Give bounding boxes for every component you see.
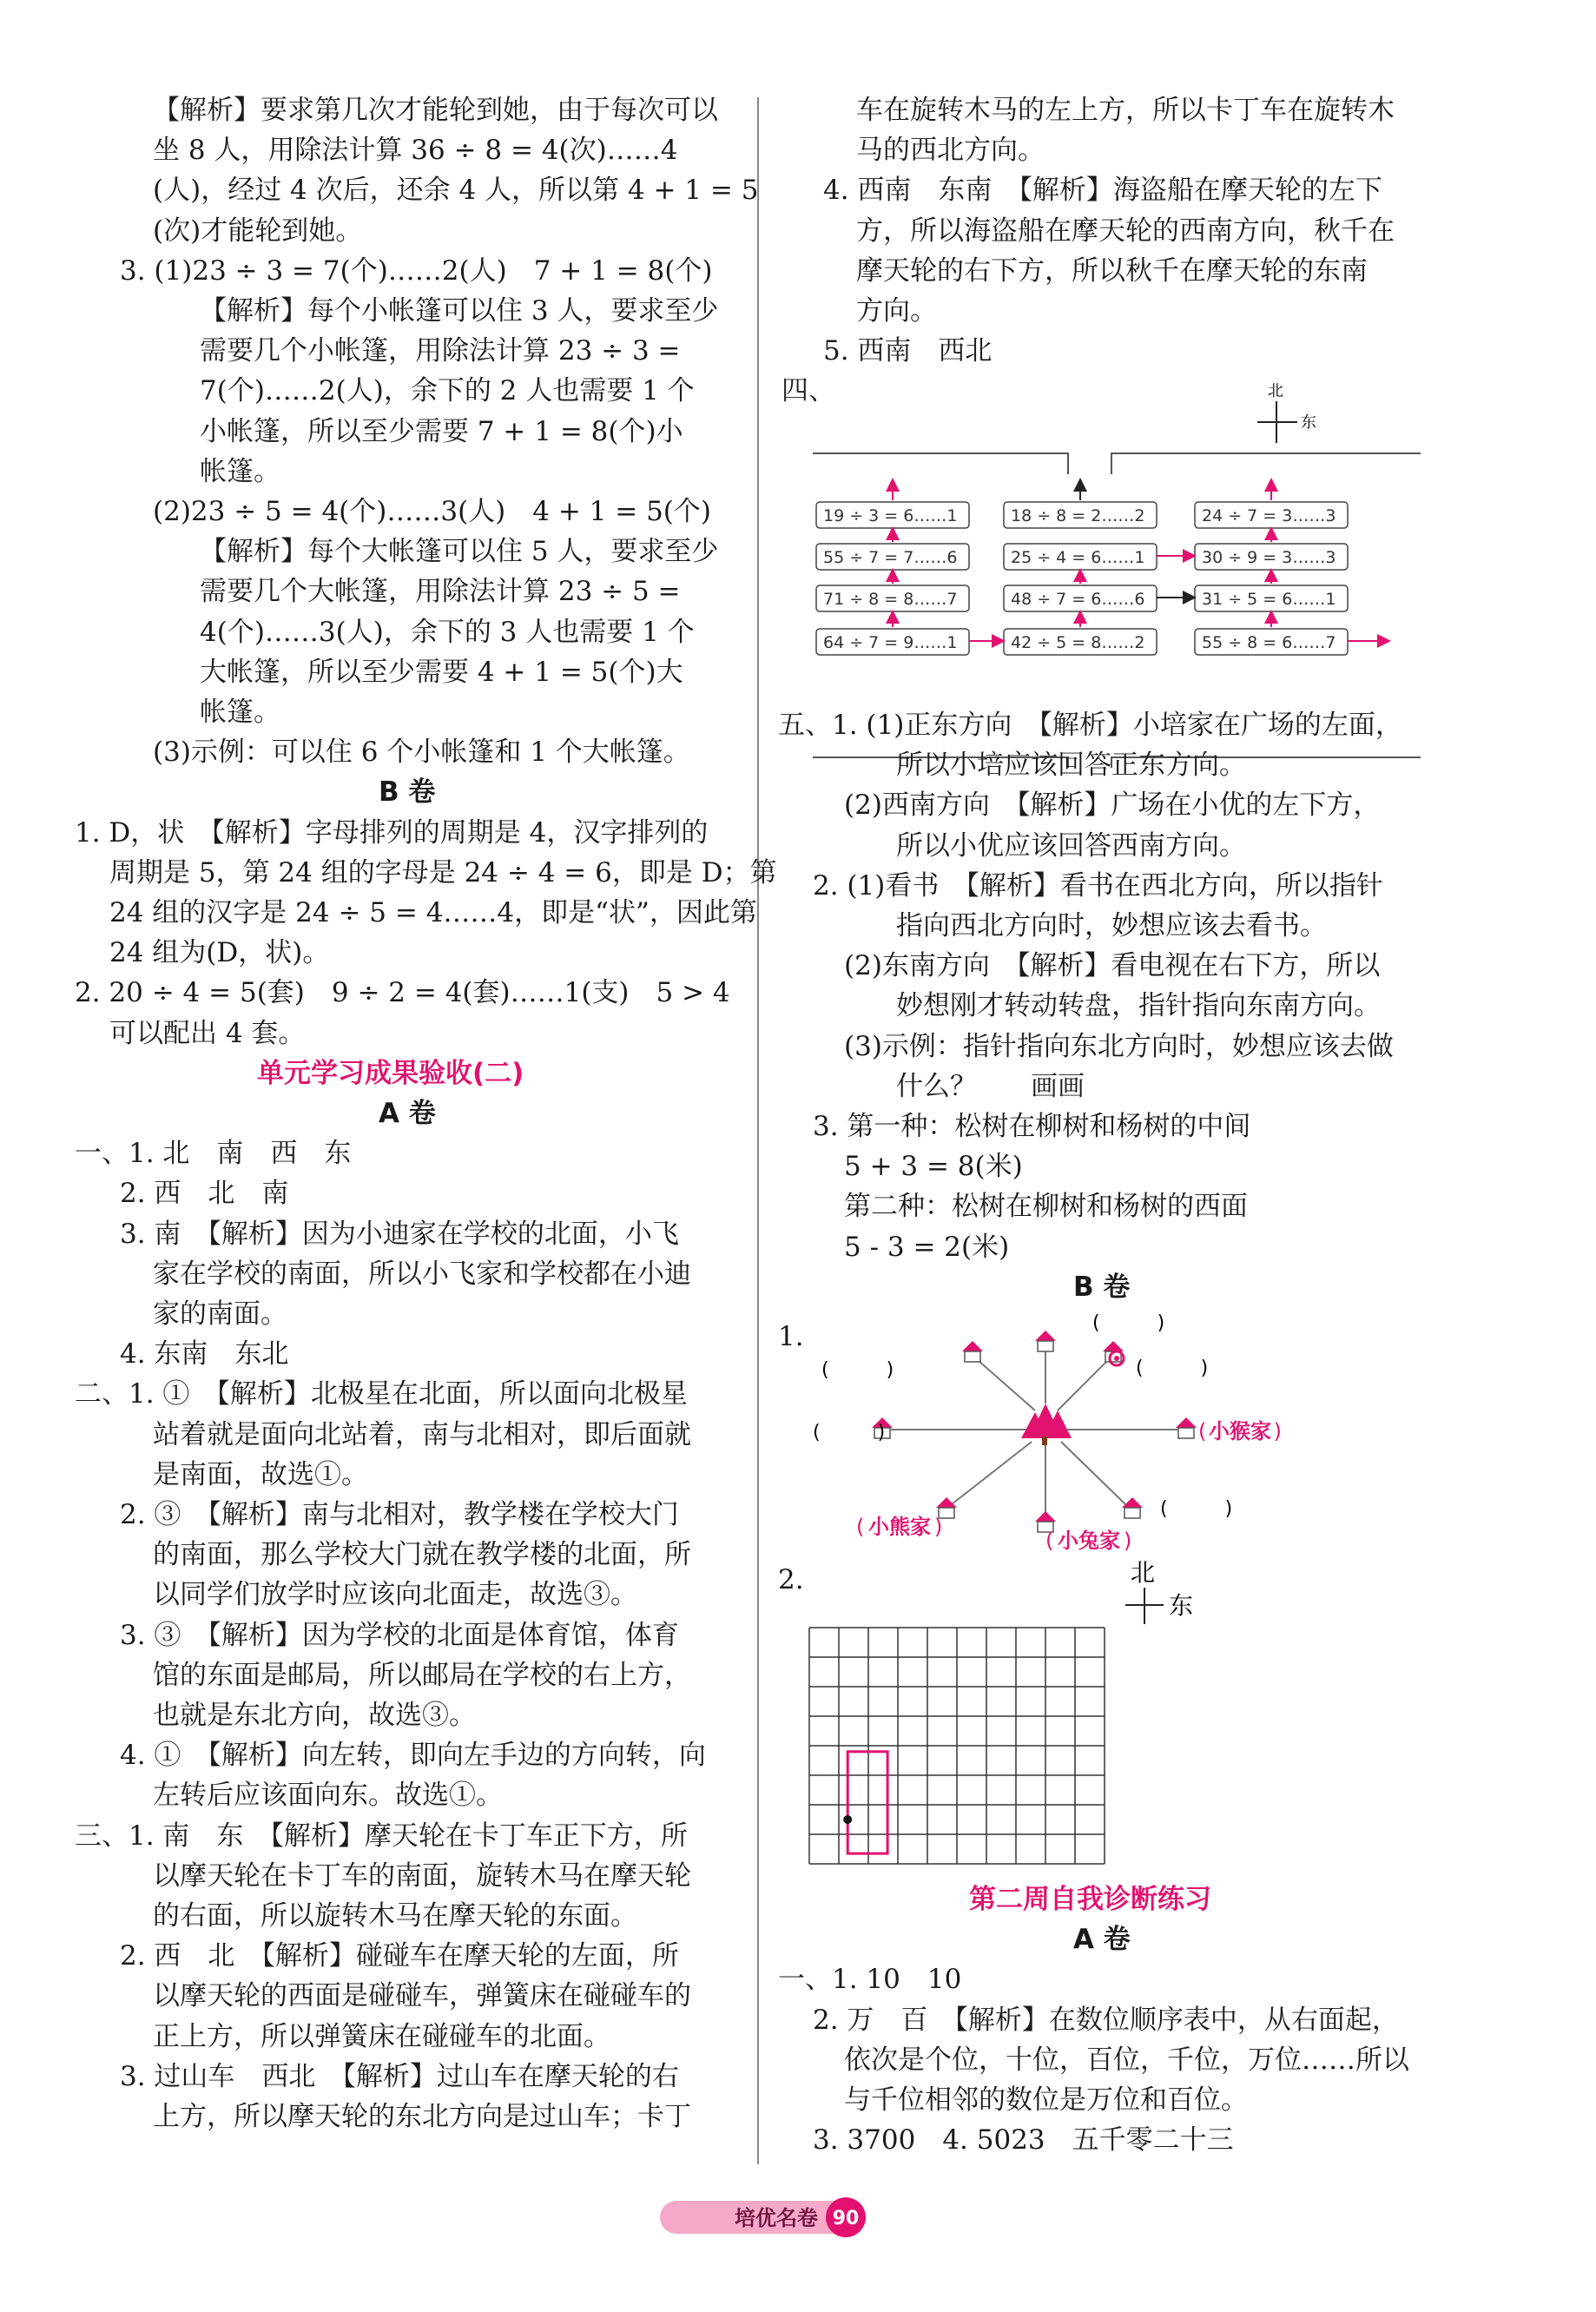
text-line: 五、1. (1)正东方向 【解析】小培家在广场的左面， xyxy=(778,710,1402,741)
text-line: 24 组为(D，状)。 xyxy=(109,937,330,969)
text-line: (人)，经过 4 次后，还余 4 人，所以第 4 + 1 = 5 xyxy=(153,175,759,207)
text-line: 大帐篷，所以至少需要 4 + 1 = 5(个)大 xyxy=(200,656,683,688)
text-line: 左转后应该面向东。故选①。 xyxy=(153,1780,503,1812)
page-number: 90 xyxy=(832,2208,860,2229)
text-line: 需要几个小帐篷，用除法计算 23 ÷ 3 = xyxy=(200,335,681,367)
text-line: 所以小优应该回答西南方向。 xyxy=(896,829,1246,862)
svg-text:48 ÷ 7 = 6……6: 48 ÷ 7 = 6……6 xyxy=(1011,590,1145,609)
text-line: 3. 过山车 西北 【解析】过山车在摩天轮的右 xyxy=(120,2060,679,2092)
house-icon xyxy=(1122,1497,1143,1518)
text-line: 4. 东南 东北 xyxy=(120,1338,289,1371)
text-line: 4(个)……3(人)，余下的 3 人也需要 1 个 xyxy=(200,616,695,648)
text-line: 单元学习成果验收(二) xyxy=(257,1057,524,1089)
text-line: 3. 3700 4. 5023 五千零二十三 xyxy=(813,2124,1234,2157)
text-line: (次)才能轮到她。 xyxy=(153,215,363,247)
text-line: 3. 第一种：松树在柳树和杨树的中间 xyxy=(813,1111,1251,1142)
text-line: (3)示例：指针指向东北方向时，妙想应该去做 xyxy=(844,1030,1394,1062)
text-line: B 卷 xyxy=(379,776,436,809)
maze-cell xyxy=(1195,544,1348,570)
compass-north-label: 北 xyxy=(1268,382,1283,400)
maze-cell xyxy=(1004,629,1157,655)
svg-text:24 ÷ 7 = 3……3: 24 ÷ 7 = 3……3 xyxy=(1202,506,1336,525)
svg-text:19 ÷ 3 = 6……1: 19 ÷ 3 = 6……1 xyxy=(823,506,958,525)
text-line: 5 - 3 = 2(米) xyxy=(844,1231,1010,1263)
text-line: 方，所以海盗船在摩天轮的西南方向，秋千在 xyxy=(856,215,1395,247)
maze-cell xyxy=(1195,502,1348,528)
text-line: 5. 西南 西北 xyxy=(823,335,993,367)
text-line: 依次是个位，十位，百位，千位，万位……所以 xyxy=(844,2044,1409,2076)
svg-text:55 ÷ 8 = 6……7: 55 ÷ 8 = 6……7 xyxy=(1202,633,1336,652)
compass-big xyxy=(1108,1556,1212,1626)
text-line: 所以小培应该回答正东方向。 xyxy=(896,750,1246,782)
text-line: 【解析】每个大帐篷可以住 5 人，要求至少 xyxy=(200,536,719,568)
text-line: 的右面，所以旋转木马在摩天轮的东面。 xyxy=(153,1900,637,1932)
text-line: (3)示例：可以住 6 个小帐篷和 1 个大帐篷。 xyxy=(153,737,690,769)
svg-text:(: ( xyxy=(856,1515,865,1539)
rabbit-house-label: 小兔家 xyxy=(1058,1529,1120,1553)
svg-text:( ): ( ) xyxy=(1092,1312,1165,1334)
maze-cell xyxy=(1004,585,1157,611)
svg-text:55 ÷ 7 = 7……6: 55 ÷ 7 = 7……6 xyxy=(823,548,958,567)
text-line: 可以配出 4 套。 xyxy=(109,1017,306,1049)
svg-text:71 ÷ 8 = 8……7: 71 ÷ 8 = 8……7 xyxy=(823,590,958,609)
text-line: 上方，所以摩天轮的东北方向是过山车；卡丁 xyxy=(153,2101,691,2132)
page-footer xyxy=(660,2192,920,2241)
text-line: 与千位相邻的数位是万位和百位。 xyxy=(844,2084,1248,2116)
text-line: 摩天轮的右下方，所以秋千在摩天轮的东南 xyxy=(856,254,1368,287)
compass-east-label: 东 xyxy=(1301,413,1316,432)
maze-cell xyxy=(1004,544,1157,570)
text-line: 是南面，故选①。 xyxy=(153,1458,368,1490)
maze-cell xyxy=(816,502,969,528)
maze-cell xyxy=(816,585,969,611)
text-line: A 卷 xyxy=(1073,1924,1131,1956)
text-line: 家的南面。 xyxy=(153,1298,287,1330)
text-line: 以同学们放学时应该向北面走，故选③。 xyxy=(153,1579,637,1611)
text-line: 【解析】每个小帐篷可以住 3 人，要求至少 xyxy=(200,295,719,327)
text-line: 需要几个大帐篷，用除法计算 23 ÷ 5 = xyxy=(200,576,681,608)
text-line: 站着就是面向北站着，南与北相对，即后面就 xyxy=(153,1418,691,1450)
text-line: 3. ③ 【解析】因为学校的北面是体育馆，体育 xyxy=(120,1619,679,1651)
text-line: A 卷 xyxy=(379,1098,436,1129)
text-line: 正上方，所以弹簧床在碰碰车的北面。 xyxy=(153,2020,610,2052)
big-east-label: 东 xyxy=(1169,1591,1194,1620)
text-line: 坐 8 人，用除法计算 36 ÷ 8 = 4(次)……4 xyxy=(153,135,678,167)
q2-number: 2. xyxy=(778,1564,804,1595)
text-line: 3. 南 【解析】因为小迪家在学校的北面，小飞 xyxy=(120,1218,679,1250)
text-line: 24 组的汉字是 24 ÷ 5 = 4……4，即是“状”，因此第 xyxy=(109,897,757,928)
text-line: 指向西北方向时，妙想应该去看书。 xyxy=(896,910,1327,941)
right-top-text xyxy=(778,90,1447,410)
text-line: 馆的东面是邮局，所以邮局在学校的右上方， xyxy=(153,1659,691,1691)
svg-text:18 ÷ 8 = 2……2: 18 ÷ 8 = 2……2 xyxy=(1011,506,1145,525)
text-line: 什么？ 画画 xyxy=(896,1070,1085,1102)
square-grid xyxy=(804,1622,1117,1874)
start-point xyxy=(843,1815,852,1824)
text-line: 以摩天轮的西面是碰碰车，弹簧床在碰碰车的 xyxy=(153,1980,691,2012)
text-line: (2)东南方向 【解析】看电视在右下方，所以 xyxy=(844,950,1381,982)
text-line: 四、 xyxy=(782,375,835,407)
maze-cell xyxy=(816,544,969,570)
text-line: 一、1. 10 10 xyxy=(778,1964,962,1996)
svg-text:( ): ( ) xyxy=(821,1359,894,1381)
svg-text:( ): ( ) xyxy=(1160,1498,1233,1520)
direction-diagram xyxy=(813,1299,1282,1560)
maze-cell xyxy=(1195,629,1348,655)
text-line: 1. D，状 【解析】字母排列的周期是 4，汉字排列的 xyxy=(75,816,709,849)
bear-house-label: 小熊家 xyxy=(868,1515,931,1539)
text-line: 2. ③ 【解析】南与北相对，教学楼在学校大门 xyxy=(120,1499,679,1530)
text-line: 周期是 5，第 24 组的字母是 24 ÷ 4 = 6，即是 D；第 xyxy=(109,856,777,888)
svg-text:31 ÷ 5 = 6……1: 31 ÷ 5 = 6……1 xyxy=(1202,590,1336,609)
answer-rectangle xyxy=(847,1752,887,1853)
text-line: 帐篷。 xyxy=(200,697,280,728)
svg-text:( ): ( ) xyxy=(813,1422,886,1443)
text-line: 7(个)……2(人)，余下的 2 人也需要 1 个 xyxy=(200,375,695,407)
text-line: 3. (1)23 ÷ 3 = 7(个)……2(人) 7 + 1 = 8(个) xyxy=(120,254,713,287)
text-line: (2)23 ÷ 5 = 4(个)……3(人) 4 + 1 = 5(个) xyxy=(153,496,711,527)
text-line: 车在旋转木马的左上方，所以卡丁车在旋转木 xyxy=(856,95,1395,126)
big-north-label: 北 xyxy=(1131,1558,1156,1587)
text-line: 马的西北方向。 xyxy=(856,135,1045,167)
text-line: 帐篷。 xyxy=(200,455,280,487)
text-line: 【解析】要求第几次才能轮到她，由于每次可以 xyxy=(153,95,718,126)
house-icon xyxy=(962,1341,983,1362)
column-divider xyxy=(757,97,759,2164)
text-line: 5 + 3 = 8(米) xyxy=(844,1151,1023,1183)
text-line: 一、1. 北 南 西 东 xyxy=(75,1138,352,1170)
svg-text:): ) xyxy=(934,1515,943,1539)
text-line: 三、1. 南 东 【解析】摩天轮在卡丁车正下方，所 xyxy=(75,1820,688,1852)
maze-cell xyxy=(1195,585,1348,611)
svg-text:): ) xyxy=(1273,1419,1282,1443)
svg-text:( ): ( ) xyxy=(1136,1357,1209,1379)
text-line: 的南面，那么学校大门就在教学楼的北面，所 xyxy=(153,1539,691,1571)
text-line: 2. 20 ÷ 4 = 5(套) 9 ÷ 2 = 4(套)……1(支) 5 > 4 xyxy=(75,977,730,1009)
svg-text:42 ÷ 5 = 8……2: 42 ÷ 5 = 8……2 xyxy=(1011,633,1145,652)
monkey-house-label: 小猴家 xyxy=(1209,1419,1271,1443)
text-line: (2)西南方向 【解析】广场在小优的左下方， xyxy=(844,789,1381,822)
svg-text:): ) xyxy=(1124,1529,1132,1553)
svg-text:64 ÷ 7 = 9……1: 64 ÷ 7 = 9……1 xyxy=(823,633,958,652)
footer-brand: 培优名卷 xyxy=(735,2206,818,2230)
house-icon xyxy=(1035,1331,1056,1351)
pine-tree-icon xyxy=(1021,1404,1072,1445)
svg-text:30 ÷ 9 = 3……3: 30 ÷ 9 = 3……3 xyxy=(1202,548,1336,567)
text-line: 也就是东北方向，故选③。 xyxy=(153,1700,476,1731)
maze-cell xyxy=(1004,502,1157,528)
text-line: 4. 西南 东南 【解析】海盗船在摩天轮的左下 xyxy=(823,175,1382,207)
q1-number: 1. xyxy=(778,1321,804,1352)
text-line: 2. 万 百 【解析】在数位顺序表中，从右面起， xyxy=(813,2004,1399,2036)
text-line: 家在学校的南面，所以小飞家和学校都在小迪 xyxy=(153,1258,691,1290)
text-line: 2. 西 北 【解析】碰碰车在摩天轮的左面，所 xyxy=(120,1940,679,1972)
svg-text:(: ( xyxy=(1198,1419,1207,1443)
house-icon xyxy=(1176,1417,1197,1438)
text-line: 第二种：松树在柳树和杨树的西面 xyxy=(844,1191,1248,1223)
text-line: 小帐篷，所以至少需要 7 + 1 = 8(个)小 xyxy=(200,415,683,447)
text-line: 2. (1)看书 【解析】看书在西北方向，所以指针 xyxy=(813,869,1383,902)
maze-cell xyxy=(816,629,969,655)
text-line: B 卷 xyxy=(1073,1271,1131,1303)
text-line: 2. 西 北 南 xyxy=(120,1178,289,1210)
text-line: 4. ① 【解析】向左转，即向左手边的方向转，向 xyxy=(120,1740,706,1772)
svg-text:25 ÷ 4 = 6……1: 25 ÷ 4 = 6……1 xyxy=(1011,548,1145,567)
text-line: 第二周自我诊断练习 xyxy=(969,1884,1211,1915)
text-line: 二、1. ① 【解析】北极星在北面，所以面向北极星 xyxy=(75,1378,688,1410)
text-line: 方向。 xyxy=(856,295,937,327)
svg-text:(: ( xyxy=(1045,1529,1054,1553)
text-line: 以摩天轮在卡丁车的南面，旋转木马在摩天轮 xyxy=(153,1860,691,1892)
text-line: 妙想刚才转动转盘，指针指向东南方向。 xyxy=(896,990,1381,1022)
